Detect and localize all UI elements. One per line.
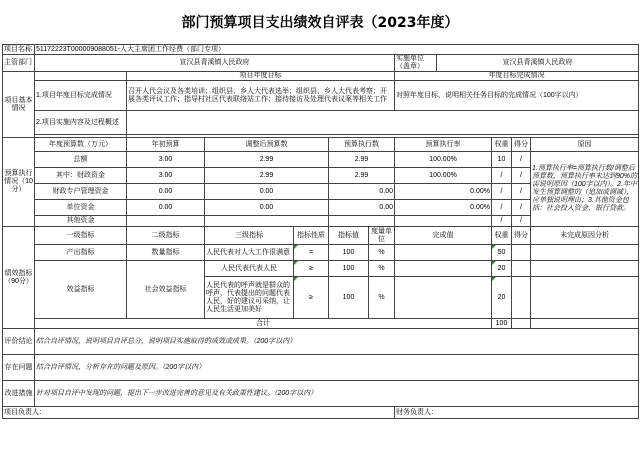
perf-header-cell: 未完成原因分析 [531,227,639,245]
blank-cell [35,72,127,81]
perf-header-cell: 权重 [492,227,512,245]
budget-initial: 3.00 [127,152,205,168]
perf-header-cell: 三级指标 [205,227,294,245]
budget-header-cell: 原因 [531,138,639,152]
budget-score: / [512,216,531,227]
perf-level3: 人民代表的呼声就是群众的呼声，代表提出的问题代表人民，好的建议可采纳，让人民生活更加美好 [205,277,294,319]
perf-header-row [3,227,639,245]
budget-weight: / [492,216,512,227]
budget-reason: 1.预算执行率=预算执行数/调整后预算数，预算执行率未达到90%的需说明原因（100字以内）。2.年中发生预算调整的（追加或调减），应单独说明理由；3.其他资金包括：社会投入资金、银行贷款。 [531,152,639,227]
budget-adjusted: 2.99 [205,152,329,168]
budget-rate: 0.00% [395,200,492,216]
goal-done-text: 对照年度目标，说明相关任务目标的完成情况（100字以内） [395,81,639,111]
budget-initial: 0.00 [127,184,205,200]
budget-score: / [512,152,531,168]
budget-executed: 0.00 [329,200,395,216]
budget-executed: 2.99 [329,168,395,184]
perf-target: 100 [329,261,369,277]
perf-level3: 人民代表对人大工作很满意 [205,245,294,261]
goal-row [3,81,639,111]
budget-initial: 3.00 [127,168,205,184]
perf-nature: ≥ [294,261,329,277]
perf-weight: 20 [492,277,512,319]
goal-header-row [3,72,639,81]
budget-rate: 0.00% [395,184,492,200]
perf-level1: 效益指标 [35,261,127,319]
perf-target: 100 [329,277,369,319]
perf-level1: 产出指标 [35,245,127,261]
perf-level2: 数量指标 [127,245,205,261]
perf-unit: % [369,245,395,261]
table-row [3,245,639,261]
fix-row [3,381,639,407]
budget-name: 总额 [35,152,127,168]
budget-header-cell: 得分 [512,138,531,152]
budget-score: / [512,168,531,184]
table-row [3,261,639,277]
perf-reason [531,245,639,261]
issue-row [3,355,639,381]
total-score [512,319,531,329]
issue-label: 存在问题 [3,355,35,381]
budget-adjusted: 0.00 [205,200,329,216]
perf-reason [531,261,639,277]
perf-header-cell: 得分 [512,227,531,245]
perf-target: 100 [329,245,369,261]
fix-label: 改进措施 [3,381,35,407]
budget-header-cell: 年初预算 [127,138,205,152]
table-row [3,152,639,168]
budget-executed: 2.99 [329,152,395,168]
fix-text: 针对项目自评中发现的问题，提出下一步改进完善的意见及有关政策性建议。（200字以内） [35,381,639,407]
total-weight: 100 [492,319,512,329]
total-label: 合计 [35,319,492,329]
budget-score: / [512,200,531,216]
project-name-row [3,45,639,55]
budget-initial [127,216,205,227]
goal-header: 项目年度目标 [127,72,395,81]
perf-header-cell: 二级指标 [127,227,205,245]
budget-adjusted: 0.00 [205,184,329,200]
impl-content-label: 2.项目实施内容及过程概述 [35,111,127,135]
perf-level3: 人民代表代表人民 [205,261,294,277]
impl-content-value [127,111,639,135]
budget-rate: 100.00% [395,168,492,184]
impl-value: 宣汉县青溪镇人民政府 [437,55,639,72]
total-row [3,319,639,329]
budget-weight: / [492,184,512,200]
project-name-value: 51172223T000009088051-人大主席团工作经费（部门专项） [35,45,639,55]
goal-row-label: 1.项目年度目标完成情况 [35,81,127,111]
owner-label: 项目负责人： [3,407,395,419]
dept-row [3,55,639,72]
budget-header-cell: 预算执行率 [395,138,492,152]
perf-done [395,245,492,261]
budget-score: / [512,184,531,200]
budget-rate [395,216,492,227]
budget-rate: 100.00% [395,152,492,168]
perf-weight: 50 [492,245,512,261]
goal-text: 召开人代会议及各类培训；组织县、乡人大代表选举；组织县、乡人大代表考察；开展各类评议工作；指导村社区代表联络站工作；接待接访及处理代表议案等相关工作 [127,81,395,111]
evaluation-table [2,44,639,419]
perf-done [395,261,492,277]
budget-header-cell: 预算执行数 [329,138,395,152]
perf-done [395,277,492,319]
budget-weight: / [492,168,512,184]
budget-adjusted [205,216,329,227]
impl-label: 实施单位（盖章） [395,55,437,72]
perf-score [512,261,531,277]
impl-content-row [3,111,639,135]
goal-done-header: 年度目标完成情况 [395,72,639,81]
budget-name: 其中：财政资金 [35,168,127,184]
budget-section-label: 预算执行情况（10分） [3,138,35,227]
budget-weight: 10 [492,152,512,168]
budget-adjusted: 2.99 [205,168,329,184]
perf-unit: % [369,261,395,277]
total-reason [531,319,639,329]
perf-header-cell: 指标值 [329,227,369,245]
perf-nature: ≥ [294,277,329,319]
eval-label: 评价结论 [3,329,35,355]
issue-text: 结合自评情况，分析存在的问题及原因。（200字以内） [35,355,639,381]
basic-section-label: 项目基本情况 [3,72,35,138]
dept-value: 宣汉县青溪镇人民政府 [35,55,395,72]
finance-label: 财务负责人： [395,407,639,419]
perf-score [512,277,531,319]
budget-name: 单位资金 [35,200,127,216]
perf-header-cell: 度量单位 [369,227,395,245]
budget-name: 财政专户管理资金 [35,184,127,200]
budget-initial: 0.00 [127,200,205,216]
perf-header-cell: 完成值 [395,227,492,245]
eval-row [3,329,639,355]
signature-row [3,407,639,419]
perf-nature: = [294,245,329,261]
perf-level2: 社会效益指标 [127,261,205,319]
perf-section-label: 绩效指标（90分） [3,227,35,329]
budget-header-cell: 调整后预算数 [205,138,329,152]
perf-unit: % [369,277,395,319]
eval-text: 结合自评情况，说明项目自评总分，说明项目实施取得的成效或成果。（200字以内） [35,329,639,355]
budget-executed: 0.00 [329,184,395,200]
budget-header-cell: 年度预算数（万元） [35,138,127,152]
perf-reason [531,277,639,319]
budget-weight: / [492,200,512,216]
perf-score [512,245,531,261]
perf-header-cell: 指标性质 [294,227,329,245]
budget-header-cell: 权重 [492,138,512,152]
budget-name: 其他资金 [35,216,127,227]
dept-label: 主管部门 [3,55,35,72]
perf-weight: 20 [492,261,512,277]
budget-header-row [3,138,639,152]
perf-header-cell: 一级指标 [35,227,127,245]
project-name-label: 项目名称 [3,45,35,55]
page-title: 部门预算项目支出绩效自评表（2023年度） [181,15,459,31]
budget-executed [329,216,395,227]
